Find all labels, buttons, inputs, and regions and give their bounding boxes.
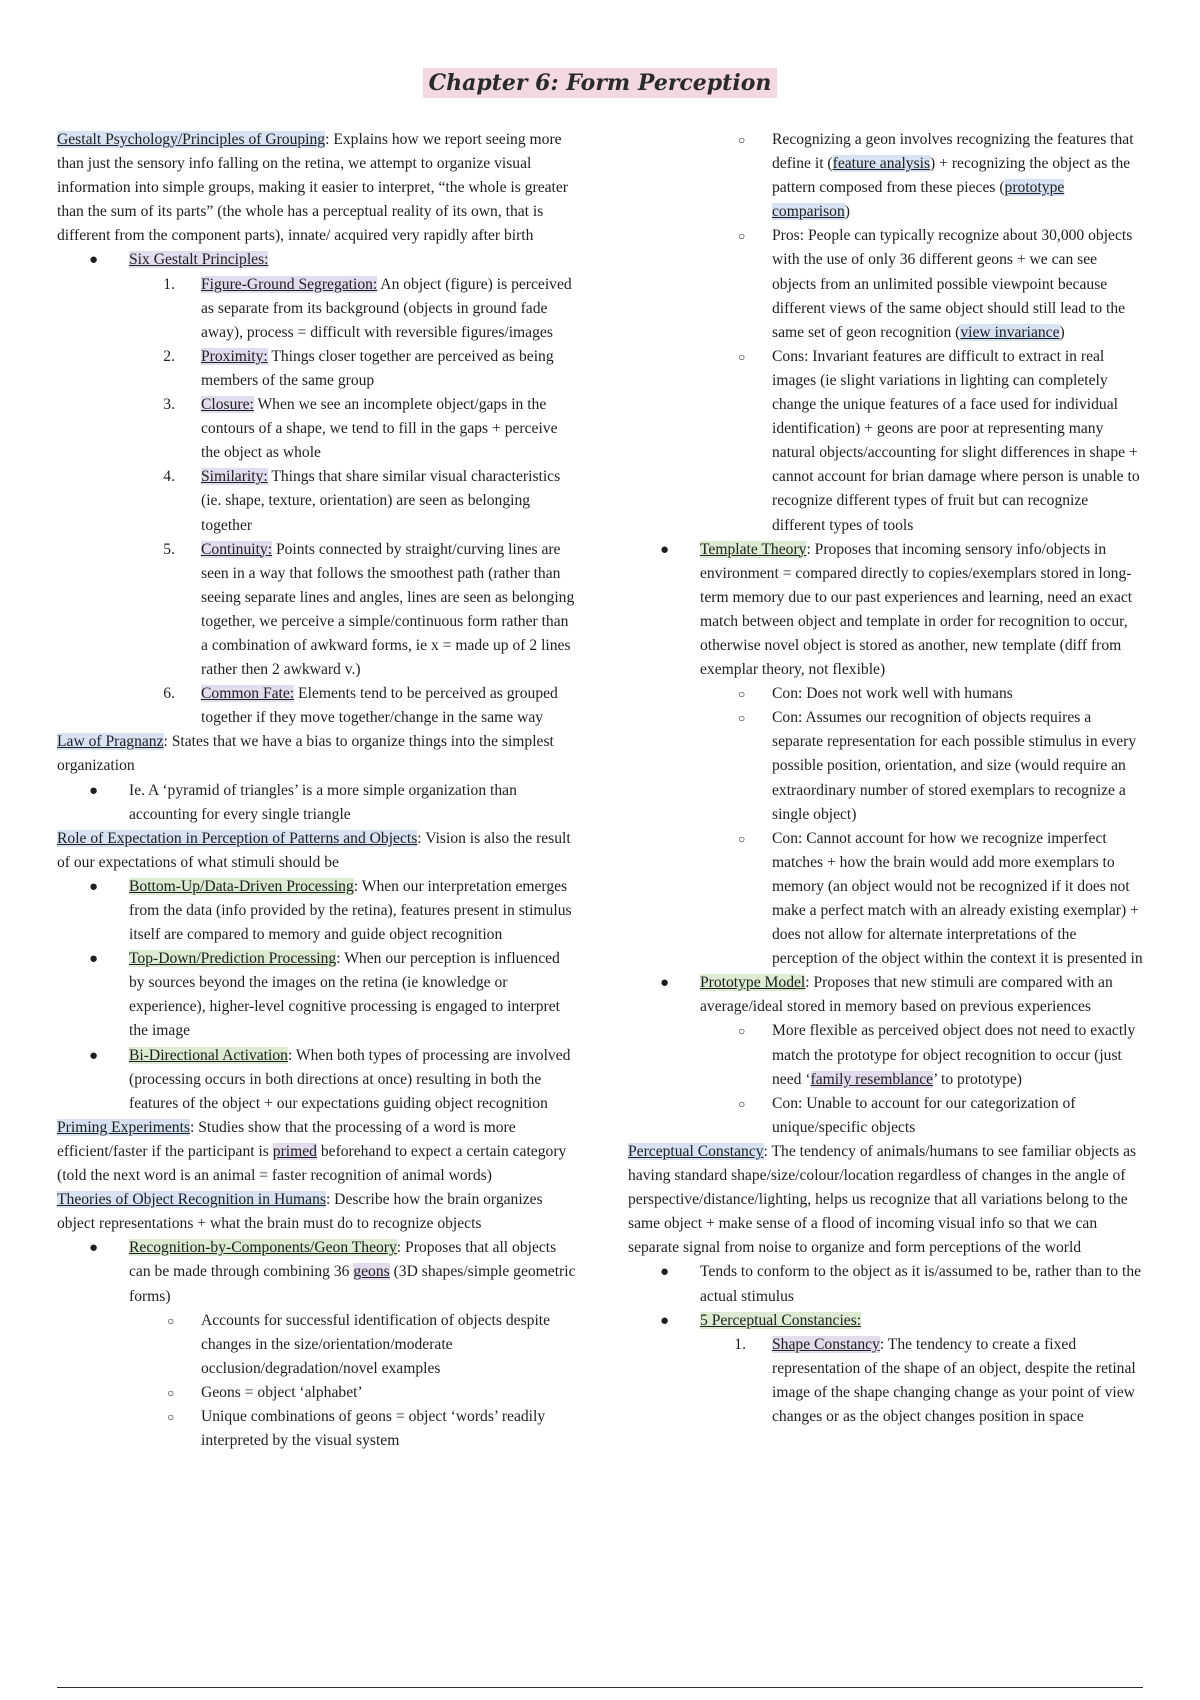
term-label: Bottom-Up/Data-Driven Processing [129, 877, 354, 895]
term-label: Continuity: [201, 540, 273, 558]
term-label: geons [353, 1263, 390, 1281]
term-separator: : [879, 1335, 885, 1353]
sub-list-item [628, 706, 1143, 826]
body-text: Recognizing a geon involves recognizing the features that define it ( [772, 131, 1134, 173]
body-text: More flexible as perceived object does not need to exactly match the prototype for object recognition to occur (just need ‘ [772, 1022, 1136, 1088]
body-text: Ie. A ‘pyramid of triangles’ is a more simple organization than accounting for every single triangle [129, 781, 517, 823]
body-text: When our perception is influenced by sources beyond the images on the retina (ie knowledge or experience), higher-level cognitive processing is engaged to interpret the image [129, 950, 560, 1040]
sub-list-item [628, 128, 1143, 224]
body-text: Elements tend to be perceived as grouped together if they move together/change in the same way [201, 685, 558, 727]
term-label: prototype comparison [772, 179, 1065, 221]
body-text: When we see an incomplete object/gaps in the contours of a shape, we tend to fill in the gaps + perceive the object as whole [201, 396, 558, 462]
bullet-item [628, 971, 1143, 1019]
term-label: Template Theory [700, 540, 807, 558]
sub-list-item [57, 345, 577, 393]
body-text: (3D shapes/simple geometric forms) [129, 1263, 576, 1305]
sub-list-item [57, 1405, 577, 1453]
term-separator: : [396, 1239, 402, 1257]
body-text: When our interpretation emerges from the data (info provided by the retina), features present in stimulus itself are compared to memory and guide object recognition [129, 877, 572, 944]
sub-list-item [628, 827, 1143, 972]
bullet-item [57, 875, 577, 947]
list-marker: ○ [167, 1385, 175, 1400]
body-text: The tendency to create a fixed representation of the shape of an object, despite the retinal image of the shape changing change as your point of view changes or as the object changes position in space [772, 1335, 1136, 1425]
term-label: view invariance [960, 323, 1060, 341]
term-label: Bi-Directional Activation [129, 1046, 288, 1064]
list-marker: ● [89, 1240, 99, 1257]
sub-list-item [628, 682, 1143, 706]
list-marker: ○ [167, 1409, 175, 1424]
term-separator: : [763, 1142, 768, 1160]
body-text: Things closer together are perceived as being members of the same group [201, 347, 554, 389]
list-marker: ● [89, 951, 99, 968]
list-marker: ● [660, 1312, 670, 1329]
list-marker: ○ [738, 711, 746, 726]
bullet-item [628, 1309, 1143, 1333]
term-separator: : [417, 829, 422, 847]
list-marker: 5. [163, 540, 175, 558]
sub-list-item [57, 465, 577, 537]
term-separator: : [325, 1191, 331, 1209]
body-text: The tendency of animals/humans to see familiar objects as having standard shape/size/colour/location regardless of changes in the angle of perspective/distance/lighting, helps us recognize that all variations belong to the same object + make sense of a flood of incoming visual info so that we can separate signal from noise to organize and form perceptions of the world [628, 1142, 1137, 1257]
term-separator: : [353, 877, 359, 895]
body-text: Proposes that new stimuli are compared with an average/ideal stored in memory based on previous experiences [700, 974, 1113, 1016]
body-text: When both types of processing are involved (processing occurs in both directions at once) resulting in both the features of the object + our expectations guiding object recognition [129, 1046, 571, 1112]
term-label: Priming Experiments [57, 1118, 190, 1136]
list-marker: 4. [163, 468, 175, 486]
list-marker: ○ [738, 1024, 746, 1039]
bullet-item [57, 947, 577, 1043]
body-text: ’ to prototype) [933, 1070, 1022, 1088]
body-text: Proposes that incoming sensory info/objects in environment = compared directly to copies/exemplars stored in long-term memory due to our past experiences and learning, need an exact match between object and template in order for recognition to occur, otherwise novel object is stored as another, new template (diff from exemplar theory, not flexible) [700, 540, 1133, 679]
list-marker: ● [660, 975, 670, 992]
bullet-item [628, 538, 1143, 683]
left-column [57, 128, 577, 1453]
body-text: Proposes that all objects can be made through combining 36 [129, 1239, 557, 1281]
list-marker: ● [89, 252, 99, 269]
list-marker: ● [89, 782, 99, 799]
list-marker: ● [660, 1264, 670, 1281]
body-text: Things that share similar visual characteristics (ie. shape, texture, orientation) are seen as belonging together [201, 468, 561, 534]
body-text: ) + recognizing the object as the pattern composed from these pieces ( [772, 155, 1131, 197]
term-label: Six Gestalt Principles: [129, 251, 269, 269]
body-text: Pros: People can typically recognize about 30,000 objects with the use of only 36 different geons + we can see objects from an unlimited possible viewpoint because different views of the same object should still lead to the same set of geon recognition ( [772, 227, 1133, 341]
term-label: Figure-Ground Segregation: [201, 275, 378, 293]
term-label: Common Fate: [201, 685, 295, 703]
list-marker: ○ [738, 229, 746, 244]
body-text: ) [844, 203, 850, 221]
list-marker: ○ [738, 831, 746, 846]
section-paragraph [57, 730, 577, 778]
body-text: Describe how the brain organizes object representations + what the brain must do to recognize objects [57, 1191, 543, 1233]
bullet-item [57, 1236, 577, 1308]
body-text: Con: Cannot account for how we recognize imperfect matches + how the brain would add more exemplars to memory (an object would not be recognized if it does not make a perfect match with an already existing exemplar) + does not allow for alternate interpretations of the perception of the object within the context it is presented in [772, 829, 1143, 968]
list-marker: 2. [163, 347, 175, 365]
body-text: Cons: Invariant features are difficult to extract in real images (ie slight variations in lighting can completely change the unique features of a face used for individual identification) + geons are poor at representing many natural objects/accounting for slight differences in shape + cannot account for brian damage where person is unable to recognize different types of fruit but can recognize different types of tools [772, 347, 1140, 534]
term-label: Proximity: [201, 347, 268, 365]
section-paragraph [57, 1188, 577, 1236]
body-text: Unique combinations of geons = object ‘words’ readily interpreted by the visual system [201, 1407, 546, 1450]
body-text: ) [1059, 323, 1065, 341]
body-text: An object (figure) is perceived as separate from its background (objects in ground fade away), process = difficult with reversible figures/images [201, 275, 572, 341]
list-marker: ○ [738, 133, 746, 147]
body-text: Studies show that the processing of a word is more efficient/faster if the participant is [57, 1118, 516, 1160]
term-separator: : [325, 131, 330, 148]
section-paragraph [57, 128, 577, 248]
term-separator: : [806, 540, 811, 558]
right-column [628, 128, 1143, 1429]
term-label: Gestalt Psychology/Principles of Grouping [57, 131, 326, 148]
bullet-item [628, 1260, 1143, 1308]
body-text: Vision is also the result of our expectations of what stimuli should be [57, 829, 571, 871]
term-label: Top-Down/Prediction Processing [129, 950, 337, 968]
body-text: beforehand to expect a certain category (told the next word is an animal = faster recognition of animal words) [57, 1142, 567, 1185]
term-separator: : [336, 950, 341, 968]
term-label: Law of Pragnanz [57, 733, 164, 751]
body-text: States that we have a bias to organize things into the simplest organization [57, 733, 554, 775]
sub-list-item [628, 1333, 1143, 1429]
body-text: Tends to conform to the object as it is/assumed to be, rather than to the actual stimulus [700, 1263, 1142, 1305]
list-marker: 3. [163, 396, 175, 414]
term-label: Similarity: [201, 468, 268, 486]
body-text: Con: Unable to account for our categorization of unique/specific objects [772, 1094, 1076, 1136]
list-marker: 1. [734, 1335, 746, 1353]
body-text: Explains how we report seeing more than just the sensory info falling on the retina, we attempt to organize visual information into simple groups, making it easier to interpret, “the whole is greater than the sum of its parts” (the whole has a perceptual reality of its own, that is different from the component parts), innate/ acquired very rapidly after birth [57, 131, 568, 245]
body-text: Points connected by straight/curving lines are seen in a way that follows the smoothest path (rather than seeing separate lines and angles, lines are seen as belonging together, we perceive a simple/continuous form rather than a combination of awkward forms, ie x = made up of 2 lines rather then 2 awkward v.) [201, 540, 575, 679]
body-text: Con: Does not work well with humans [772, 685, 1013, 703]
list-marker: ○ [738, 687, 746, 702]
body-text: Con: Assumes our recognition of objects requires a separate representation for each possible stimulus in every possible position, orientation, and size (would require an extraordinary number of stored exemplars to recognize a single object) [772, 709, 1137, 823]
body-text: Accounts for successful identification of objects despite changes in the size/orientation/moderate occlusion/degradation/novel examples [201, 1311, 551, 1377]
list-marker: ● [89, 1047, 99, 1064]
list-marker: ● [89, 878, 99, 895]
term-label: Recognition-by-Components/Geon Theory [129, 1239, 397, 1257]
term-label: 5 Perceptual Constancies: [700, 1311, 862, 1329]
term-separator: : [163, 733, 168, 751]
sub-list-item [57, 538, 577, 683]
sub-list-item [57, 1381, 577, 1405]
bullet-item [57, 1044, 577, 1116]
sub-list-item [628, 1092, 1143, 1140]
sub-list-item [57, 1309, 577, 1381]
list-marker: ○ [738, 1096, 746, 1111]
term-label: Prototype Model [700, 974, 806, 992]
list-marker: 6. [163, 685, 175, 703]
term-label: primed [272, 1142, 317, 1160]
sub-list-item [628, 345, 1143, 538]
list-marker: ● [660, 541, 670, 558]
term-separator: : [287, 1046, 293, 1064]
sub-list-item [57, 393, 577, 465]
section-paragraph [57, 827, 577, 875]
term-label: family resemblance [810, 1070, 934, 1088]
term-separator: : [189, 1118, 195, 1136]
bullet-item [57, 248, 577, 272]
term-label: Role of Expectation in Perception of Patterns and Objects [57, 829, 418, 847]
section-paragraph [628, 1140, 1143, 1260]
term-label: Theories of Object Recognition in Humans [57, 1191, 326, 1209]
list-marker: 1. [163, 275, 175, 293]
term-separator: : [805, 974, 810, 992]
page-bottom-rule [57, 1687, 1143, 1688]
term-label: Shape Constancy [772, 1335, 880, 1353]
term-label: feature analysis [832, 155, 931, 173]
term-label: Perceptual Constancy [628, 1142, 764, 1160]
list-marker: ○ [738, 349, 746, 364]
sub-list-item [57, 682, 577, 730]
title-container [0, 68, 1200, 98]
sub-list-item [628, 1019, 1143, 1091]
sub-list-item [628, 224, 1143, 344]
term-label: Closure: [201, 396, 254, 414]
list-marker: ○ [167, 1313, 175, 1328]
bullet-item [57, 779, 577, 827]
page-title: Chapter 6: Form Perception [423, 68, 778, 98]
sub-list-item [57, 273, 577, 345]
section-paragraph [57, 1116, 577, 1188]
body-text: Geons = object ‘alphabet’ [201, 1383, 363, 1401]
